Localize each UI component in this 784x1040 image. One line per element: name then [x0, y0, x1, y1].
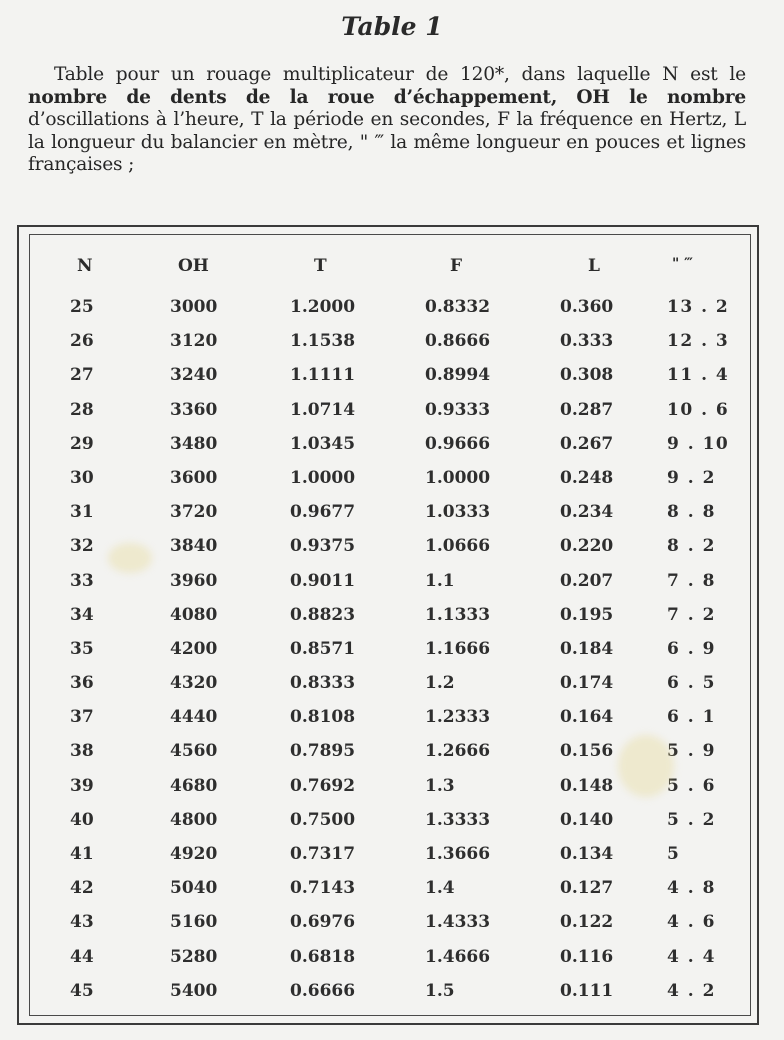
cell-pouces-lignes: 5 . 6 — [667, 775, 716, 796]
paper-stain — [618, 735, 674, 797]
cell-f: 1.2333 — [425, 707, 491, 728]
table-row — [30, 981, 750, 1015]
cell-pouces-lignes: 4 . 4 — [667, 946, 716, 967]
cell-oh: 4440 — [170, 707, 218, 728]
cell-pouces-lignes: 9 . 10 — [667, 433, 730, 454]
table-row — [30, 605, 750, 639]
cell-l: 0.234 — [560, 502, 614, 523]
cell-n: 26 — [70, 331, 94, 352]
cell-pouces-lignes: 6 . 9 — [667, 638, 716, 659]
cell-oh: 4560 — [170, 741, 218, 762]
cell-oh: 5160 — [170, 912, 218, 933]
table-row — [30, 400, 750, 434]
cell-oh: 3720 — [170, 502, 218, 523]
cell-f: 1.0333 — [425, 502, 491, 523]
table-outer-frame — [17, 225, 759, 1025]
cell-t: 1.2000 — [290, 297, 356, 317]
cell-l: 0.184 — [560, 638, 614, 659]
cell-n: 37 — [70, 707, 94, 728]
table-row — [30, 639, 750, 673]
cell-oh: 5040 — [170, 878, 218, 899]
cell-pouces-lignes: 8 . 2 — [667, 536, 716, 557]
cell-t: 0.8333 — [290, 673, 356, 694]
cell-n: 25 — [70, 297, 94, 317]
cell-n: 38 — [70, 741, 94, 762]
data-table — [29, 234, 751, 1016]
cell-oh: 3840 — [170, 536, 218, 557]
table-row — [30, 331, 750, 365]
cell-oh: 5280 — [170, 946, 218, 967]
table-row — [30, 878, 750, 912]
cell-pouces-lignes: 6 . 1 — [667, 707, 716, 728]
table-row — [30, 365, 750, 399]
cell-l: 0.134 — [560, 844, 614, 864]
table-row — [30, 810, 750, 844]
column-header-oh: OH — [178, 256, 209, 276]
cell-n: 42 — [70, 878, 94, 899]
cell-t: 0.7317 — [290, 844, 356, 864]
cell-l: 0.116 — [560, 946, 614, 967]
cell-pouces-lignes: 5 — [667, 844, 681, 864]
cell-n: 35 — [70, 638, 94, 659]
cell-f: 0.8994 — [425, 365, 491, 386]
cell-t: 0.8823 — [290, 604, 356, 625]
cell-f: 0.9333 — [425, 399, 491, 420]
cell-l: 0.140 — [560, 809, 614, 830]
cell-f: 1.1333 — [425, 604, 491, 625]
cell-n: 44 — [70, 946, 94, 967]
cell-f: 0.9666 — [425, 433, 491, 454]
column-header-n: N — [77, 256, 93, 276]
cell-oh: 3600 — [170, 467, 218, 488]
table-row — [30, 912, 750, 946]
cell-n: 28 — [70, 399, 94, 420]
cell-n: 30 — [70, 467, 94, 488]
cell-n: 41 — [70, 844, 94, 864]
cell-pouces-lignes: 7 . 2 — [667, 604, 716, 625]
cell-t: 1.0000 — [290, 467, 356, 488]
cell-pouces-lignes: 13 . 2 — [667, 297, 730, 317]
cell-pouces-lignes: 8 . 8 — [667, 502, 716, 523]
cell-n: 31 — [70, 502, 94, 523]
cell-f: 1.3666 — [425, 844, 491, 864]
cell-t: 0.6666 — [290, 980, 356, 1001]
cell-oh: 3360 — [170, 399, 218, 420]
cell-l: 0.164 — [560, 707, 614, 728]
cell-oh: 3240 — [170, 365, 218, 386]
cell-t: 0.9011 — [290, 570, 356, 591]
cell-n: 32 — [70, 536, 94, 557]
table-row — [30, 571, 750, 605]
cell-oh: 3000 — [170, 297, 218, 317]
cell-l: 0.195 — [560, 604, 614, 625]
cell-n: 29 — [70, 433, 94, 454]
column-header-t: T — [314, 256, 327, 276]
cell-oh: 5400 — [170, 980, 218, 1001]
cell-l: 0.287 — [560, 399, 614, 420]
caption-line-3: d’oscillations à l’heure, T la période en secondes, F la fréquence en — [28, 109, 663, 130]
cell-l: 0.122 — [560, 912, 614, 933]
table-row — [30, 502, 750, 536]
cell-n: 34 — [70, 604, 94, 625]
cell-f: 1.4666 — [425, 946, 491, 967]
table-row — [30, 673, 750, 707]
cell-f: 1.0666 — [425, 536, 491, 557]
cell-pouces-lignes: 10 . 6 — [667, 399, 730, 420]
cell-t: 1.1538 — [290, 331, 356, 352]
cell-f: 0.8332 — [425, 297, 491, 317]
cell-l: 0.220 — [560, 536, 614, 557]
table-caption — [28, 64, 746, 177]
cell-l: 0.308 — [560, 365, 614, 386]
cell-f: 1.2666 — [425, 741, 491, 762]
cell-pouces-lignes: 4 . 2 — [667, 980, 716, 1001]
cell-t: 0.6976 — [290, 912, 356, 933]
cell-oh: 4920 — [170, 844, 218, 864]
table-body — [30, 297, 750, 1015]
cell-l: 0.111 — [560, 980, 614, 1001]
cell-oh: 4080 — [170, 604, 218, 625]
cell-oh: 3960 — [170, 570, 218, 591]
cell-n: 27 — [70, 365, 94, 386]
cell-t: 0.7500 — [290, 809, 356, 830]
cell-t: 1.0714 — [290, 399, 356, 420]
cell-l: 0.174 — [560, 673, 614, 694]
cell-t: 0.7895 — [290, 741, 356, 762]
table-row — [30, 844, 750, 878]
cell-t: 0.8108 — [290, 707, 356, 728]
cell-t: 0.7692 — [290, 775, 356, 796]
table-row — [30, 947, 750, 981]
cell-oh: 4800 — [170, 809, 218, 830]
cell-pouces-lignes: 5 . 9 — [667, 741, 716, 762]
cell-pouces-lignes: 9 . 2 — [667, 467, 716, 488]
cell-t: 1.0345 — [290, 433, 356, 454]
cell-n: 39 — [70, 775, 94, 796]
cell-f: 1.5 — [425, 980, 455, 1001]
cell-l: 0.156 — [560, 741, 614, 762]
cell-n: 36 — [70, 673, 94, 694]
table-row — [30, 468, 750, 502]
cell-f: 0.8666 — [425, 331, 491, 352]
cell-t: 1.1111 — [290, 365, 356, 386]
caption-line-5: pouces et lignes françaises ; — [28, 131, 746, 175]
caption-line-1: Table pour un rouage multiplicateur de 120*, dans laquelle N est le — [54, 64, 746, 85]
paper-stain — [108, 543, 152, 573]
cell-pouces-lignes: 4 . 6 — [667, 912, 716, 933]
caption-line-4: Hertz, L la longueur du balancier en mètre, " ‴ la même longueur en — [28, 109, 746, 153]
cell-f: 1.3 — [425, 775, 455, 796]
cell-oh: 4200 — [170, 638, 218, 659]
cell-f: 1.4333 — [425, 912, 491, 933]
cell-l: 0.148 — [560, 775, 614, 796]
cell-t: 0.9375 — [290, 536, 356, 557]
cell-oh: 4320 — [170, 673, 218, 694]
cell-pouces-lignes: 4 . 8 — [667, 878, 716, 899]
cell-n: 43 — [70, 912, 94, 933]
cell-f: 1.4 — [425, 878, 455, 899]
cell-f: 1.2 — [425, 673, 455, 694]
cell-oh: 4680 — [170, 775, 218, 796]
cell-n: 45 — [70, 980, 94, 1001]
table-row — [30, 434, 750, 468]
cell-f: 1.3333 — [425, 809, 491, 830]
cell-l: 0.333 — [560, 331, 614, 352]
cell-l: 0.248 — [560, 467, 614, 488]
column-header-l: L — [588, 256, 600, 276]
cell-pouces-lignes: 7 . 8 — [667, 570, 716, 591]
cell-t: 0.9677 — [290, 502, 356, 523]
table-title: Table 1 — [341, 12, 443, 41]
column-header-f: F — [450, 256, 463, 276]
cell-oh: 3120 — [170, 331, 218, 352]
column-header-pouces-lignes: " ‴ — [672, 256, 693, 272]
cell-oh: 3480 — [170, 433, 218, 454]
cell-l: 0.360 — [560, 297, 614, 317]
cell-f: 1.1666 — [425, 638, 491, 659]
cell-pouces-lignes: 6 . 5 — [667, 673, 716, 694]
table-header-row — [30, 256, 750, 280]
cell-pouces-lignes: 12 . 3 — [667, 331, 730, 352]
cell-pouces-lignes: 5 . 2 — [667, 809, 716, 830]
cell-l: 0.207 — [560, 570, 614, 591]
caption-line-2: nombre de dents de la roue d’échappement, OH le nombre — [28, 86, 746, 108]
cell-t: 0.6818 — [290, 946, 356, 967]
cell-l: 0.127 — [560, 878, 614, 899]
cell-pouces-lignes: 11 . 4 — [667, 365, 730, 386]
table-row — [30, 297, 750, 331]
cell-t: 0.7143 — [290, 878, 356, 899]
cell-n: 40 — [70, 809, 94, 830]
cell-l: 0.267 — [560, 433, 614, 454]
cell-f: 1.0000 — [425, 467, 491, 488]
cell-n: 33 — [70, 570, 94, 591]
cell-f: 1.1 — [425, 570, 455, 591]
cell-t: 0.8571 — [290, 638, 356, 659]
